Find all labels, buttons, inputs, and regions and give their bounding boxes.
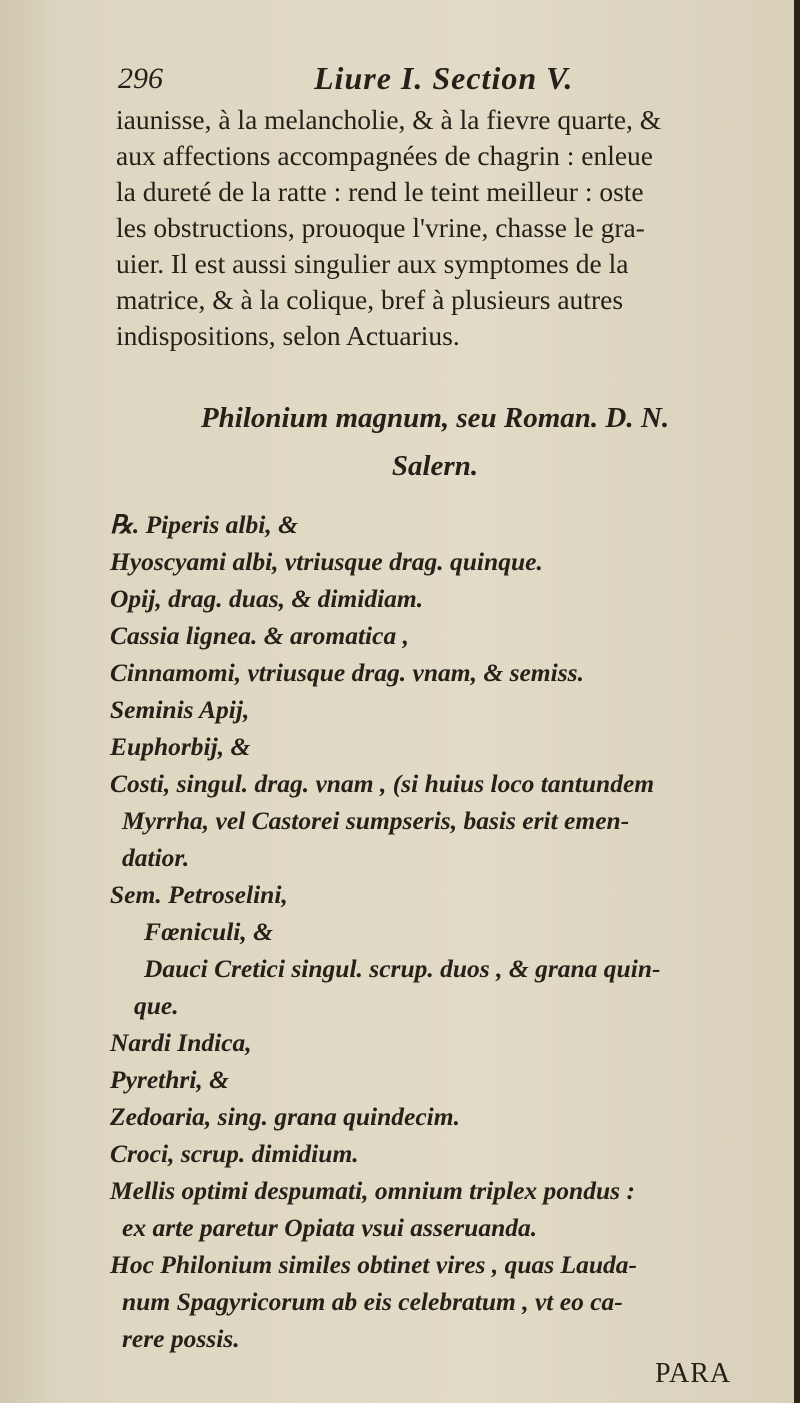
recipe-line: Mellis optimi despumati, omnium triplex pondus : [110,1176,635,1205]
recipe-line: Costi, singul. drag. vnam , (si huius loco tantundem [110,769,655,798]
recipe-line: Croci, scrup. dimidium. [110,1139,359,1168]
recipe-line: Myrrha, vel Castorei sumpseris, basis erit emen- [122,806,630,835]
recipe-line: ℞. Piperis albi, & [110,510,298,539]
recipe-line: Cinnamomi, vtriusque drag. vnam, & semiss. [110,658,584,687]
page-header [110,58,750,98]
body-line: indispositions, selon Actuarius. [116,320,460,351]
body-line: la dureté de la ratte : rend le teint meilleur : oste [116,176,644,207]
formula-title-line: Philonium magnum, seu Roman. D. N. [200,402,670,434]
recipe-line: Sem. Petroselini, [110,880,288,909]
running-head: Liure I. Section V. [314,60,574,96]
formula-title [110,394,760,490]
recipe-line: Zedoaria, sing. grana quindecim. [110,1102,460,1131]
catchword: PARA [655,1358,732,1389]
recipe-line: Pyrethri, & [110,1065,229,1094]
recipe-line: Fœniculi, & [144,917,273,946]
body-line: uier. Il est aussi singulier aux symptomes de la [116,248,629,279]
page-number: 296 [118,62,163,95]
body-paragraph [116,102,766,354]
recipe-line: Euphorbij, & [110,732,251,761]
recipe-line: ex arte paretur Opiata vsui asseruanda. [122,1213,538,1242]
recipe-line: rere possis. [122,1324,240,1353]
recipe-line: Dauci Cretici singul. scrup. duos , & grana quin- [144,954,661,983]
recipe-line: Hyoscyami albi, vtriusque drag. quinque. [110,547,543,576]
body-line: iaunisse, à la melancholie, & à la fievre quarte, & [116,104,662,135]
recipe-line: num Spagyricorum ab eis celebratum , vt eo ca- [122,1287,623,1316]
page-edge-shadow [794,0,800,1403]
recipe-line: que. [134,991,179,1020]
body-line: les obstructions, prouoque l'vrine, chasse le gra- [116,212,645,243]
recipe-line: Nardi Indica, [110,1028,252,1057]
recipe-line: Opij, drag. duas, & dimidiam. [110,584,424,613]
recipe-list [110,506,770,1357]
recipe-line: Cassia lignea. & aromatica , [110,621,409,650]
formula-title-line: Salern. [391,450,479,482]
body-line: matrice, & à la colique, bref à plusieurs autres [116,284,624,315]
recipe-line: Hoc Philonium similes obtinet vires , quas Lauda- [110,1250,638,1279]
body-line: aux affections accompagnées de chagrin : enleue [116,140,654,171]
recipe-line: Seminis Apij, [110,695,250,724]
recipe-line: datior. [122,843,190,872]
